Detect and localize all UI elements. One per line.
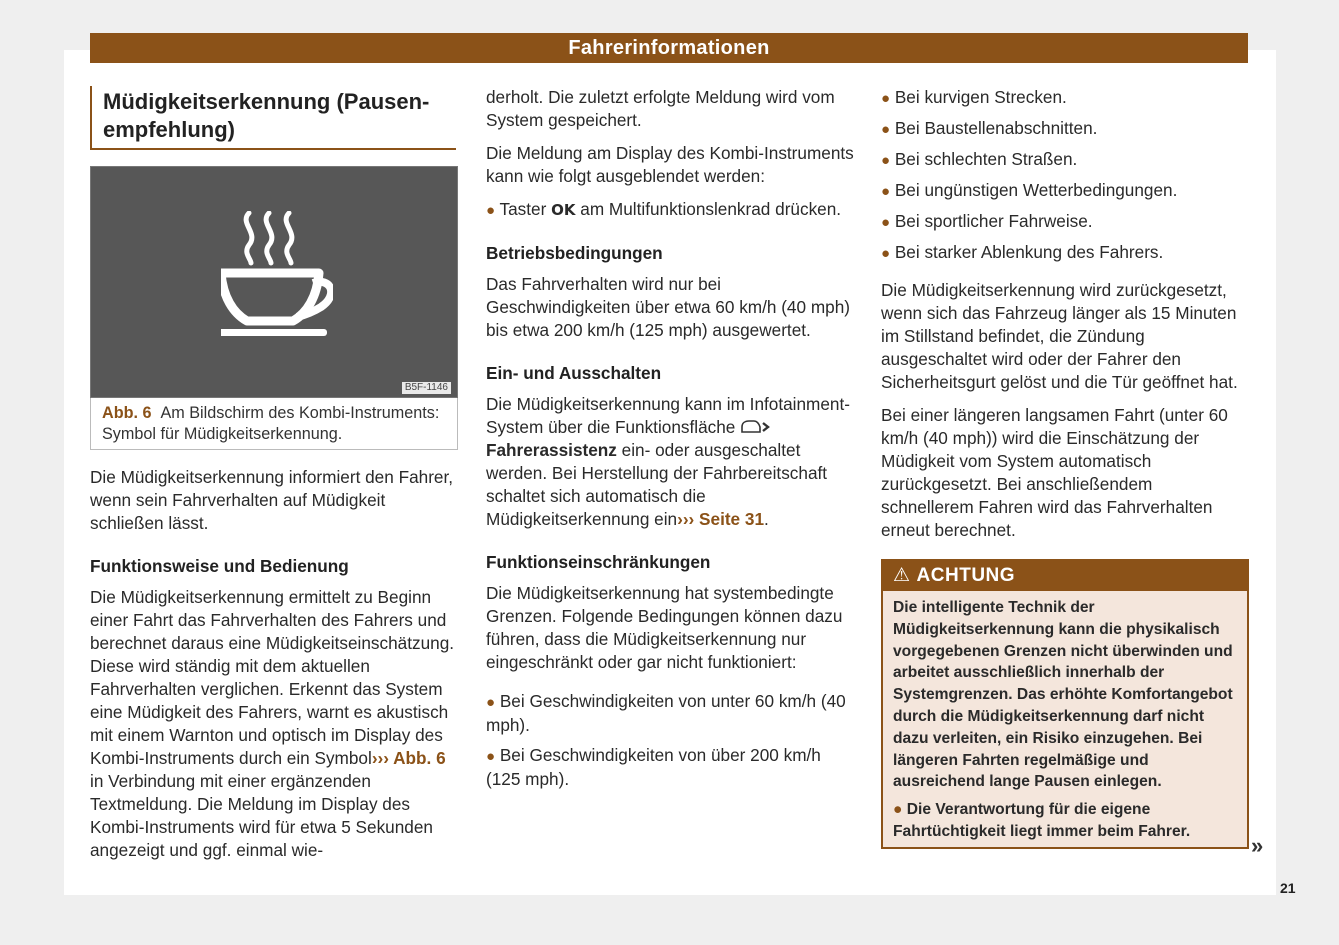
list-item: ● Bei sportlicher Fahrweise. — [881, 211, 1093, 231]
figure-display — [90, 166, 458, 398]
funktion-paragraph: Die Müdigkeitserkennung ermittelt zu Beginn einer Fahrt das Fahrverhalten des Fahrers und berechnet daraus eine Müdigkeitseinschätzung. Diese wird ständig mit dem aktuellen Fahrverhalten verglichen. Erkennt das System eine Müdigkeit des Fahrers, warnt es akustisch mit einem Warnton und optisch im Display des Kombi-Instruments durch ein Symbol››› Abb. 6 in Verbindung mit einer ergänzenden Textmeldung. Die Meldung im Display des Kombi-Instruments wird für etwa 5 Sekunden angezeigt und ggf. einmal wie- — [90, 587, 455, 860]
list-item: ● Taster OK am Multifunktionslenkrad drücken. — [486, 199, 842, 219]
warning-triangle-icon: ⚠ — [893, 565, 911, 586]
warning-text: Die intelligente Technik der Müdigkeitserkennung kann die physikalisch vorgegebenen Grenzen nicht überwinden und arbeitet ausschließlich innerhalb der Systemgrenzen. Das erhöhte Komfortangebot durch die Müdigkeitserkennung darf nicht dazu verleiten, ein Risiko einzugehen. Bei längeren Fahrten regelmäßige und ausreichend lange Pausen einlegen. — [893, 599, 1233, 791]
coffee-cup-icon — [221, 211, 333, 341]
intro-paragraph: Die Müdigkeitserkennung informiert den Fahrer, wenn sein Fahrverhalten auf Müdigkeit schließen lässt. — [90, 467, 454, 533]
list-item: ● Bei schlechten Straßen. — [881, 149, 1078, 169]
display-paragraph: Die Meldung am Display des Kombi-Instruments kann wie folgt ausgeblendet werden: — [486, 143, 854, 186]
heading-ein-aus: Ein- und Ausschalten — [486, 363, 662, 383]
figure-code: B5F-1146 — [402, 382, 451, 394]
list-item: ● Bei Geschwindigkeiten von unter 60 km/h (40 mph). — [486, 691, 846, 735]
warning-bullet: ● Die Verantwortung für die eigene Fahrtüchtigkeit liegt immer beim Fahrer. — [893, 801, 1191, 840]
column-1 — [90, 86, 460, 872]
list-item: ● Bei kurvigen Strecken. — [881, 87, 1067, 107]
chapter-header: Fahrerinformationen — [90, 33, 1248, 63]
continue-mark: » — [1251, 833, 1264, 858]
betrieb-paragraph: Das Fahrverhalten wird nur bei Geschwindigkeiten über etwa 60 km/h (40 mph) bis etwa 200 km/h (125 mph) ausgewertet. — [486, 274, 850, 340]
list-item: ● Bei Geschwindigkeiten von über 200 km/h (125 mph). — [486, 745, 821, 789]
reset-paragraph: Die Müdigkeitserkennung wird zurückgesetzt, wenn sich das Fahrzeug länger als 15 Minuten im Stillstand befindet, die Zündung ausgeschaltet wird oder der Fahrer den Sicherheitsgurt gelöst und die Tür geöffnet hat. — [881, 280, 1238, 392]
column-2 — [486, 86, 854, 798]
car-menu-icon — [740, 419, 770, 435]
column-3 — [881, 86, 1249, 849]
figure-caption: Abb. 6 Am Bildschirm des Kombi-Instruments: Symbol für Müdigkeitserkennung. — [90, 398, 458, 450]
list-item: ● Bei ungünstigen Wetterbedingungen. — [881, 180, 1178, 200]
warning-box — [881, 559, 1249, 849]
xref-abb6[interactable]: ››› Abb. 6 — [371, 748, 446, 768]
ok-key-icon: OK — [551, 201, 576, 219]
ein-aus-paragraph: Die Müdigkeitserkennung kann im Infotainment-System über die Funktionsfläche Fahrerassistenz ein- oder ausgeschaltet werden. Bei Herstellung der Fahrbereitschaft schaltet sich automatisch die Müdigkeitserkennung ein››› Seite 31. — [486, 394, 850, 529]
heading-funktionsweise: Funktionsweise und Bedienung — [90, 556, 349, 576]
xref-seite31[interactable]: ››› Seite 31 — [677, 509, 765, 529]
warning-body — [883, 591, 1247, 847]
heading-einschraenkungen: Funktionseinschränkungen — [486, 552, 711, 572]
section-title: Müdigkeitserkennung (Pausen- empfehlung) — [90, 86, 456, 150]
list-item: ● Bei Baustellenabschnitten. — [881, 118, 1098, 138]
caption-label: Abb. 6 — [102, 404, 152, 422]
slow-paragraph: Bei einer längeren langsamen Fahrt (unter 60 km/h (40 mph)) wird die Einschätzung der Müdigkeit vom System automatisch zurückgesetzt. Bei anschließendem schnellerem Fahren wird das Fahrverhalten erneut berechnet. — [881, 405, 1228, 540]
list-item: ● Bei starker Ablenkung des Fahrers. — [881, 242, 1164, 262]
continuation-paragraph: derholt. Die zuletzt erfolgte Meldung wird vom System gespeichert. — [486, 87, 835, 130]
warning-header: ⚠ ACHTUNG — [883, 561, 1247, 591]
heading-betrieb: Betriebsbedingungen — [486, 243, 663, 263]
page-number: 21 — [1280, 880, 1296, 896]
einschr-paragraph: Die Müdigkeitserkennung hat systembedingte Grenzen. Folgende Bedingungen können dazu führen, dass die Müdigkeitserkennung nur eingeschränkt oder gar nicht funktioniert: — [486, 583, 843, 672]
